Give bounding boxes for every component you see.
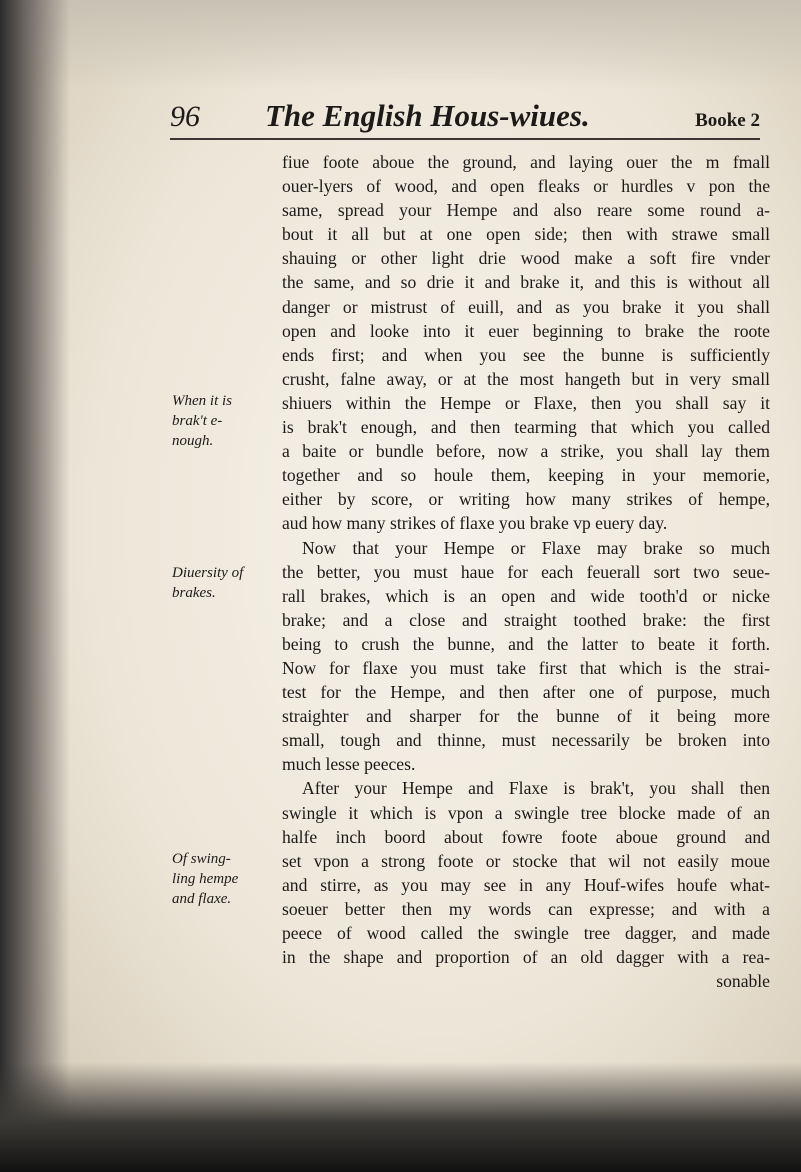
text-line: the same, and so drie it and brake it, and this is without all: [282, 272, 770, 293]
text-line: crusht, falne away, or at the most hangeth but in very small: [282, 368, 770, 389]
text-line: halfe inch boord about fowre foote aboue ground and: [282, 826, 770, 847]
text-line: swingle it which is vpon a swingle tree blocke made of an: [282, 802, 770, 823]
text-line: peece of wood called the swingle tree dagger, and made: [282, 923, 770, 943]
text-line: a baite or bundle before, now a strike, you shall lay them: [282, 441, 770, 462]
text-line: bout it all but at one open side; then with strawe small: [282, 224, 770, 245]
page-top-shading: [0, 0, 801, 90]
page-bottom-shadow: [0, 1062, 801, 1172]
text-line: together and so houle them, keeping in your memorie,: [282, 465, 770, 486]
text-line: open and looke into it euer beginning to brake the roote: [282, 320, 770, 341]
text-line: danger or mistrust of euill, and as you brake it you shall: [282, 296, 770, 317]
text-line: much lesse peeces.: [282, 754, 416, 775]
margin-note-diuersity: [172, 563, 243, 603]
text-line: same, spread your Hempe and also reare some round a-: [282, 200, 770, 221]
text-line: soeuer better then my words can expresse; and with a: [282, 898, 770, 919]
text-line: fiue foote aboue the ground, and laying ouer the m fmall: [282, 152, 770, 172]
text-line: Now for flaxe you must take first that which is the strai-: [282, 657, 770, 678]
running-title: The English Hous-wiues.: [265, 98, 590, 133]
text-line: shiuers within the Hempe or Flaxe, then you shall say it: [282, 392, 770, 413]
text-line: test for the Hempe, and then after one of purpose, much: [282, 682, 770, 703]
text-line: shauing or other light drie wood make a soft fire vnder: [282, 248, 770, 269]
margin-note-line: brakes.: [172, 585, 216, 601]
text-line: set vpon a strong foote or stocke that wil not easily moue: [282, 850, 770, 871]
text-line: aud how many strikes of flaxe you brake vp euery day.: [282, 513, 668, 534]
text-line: Now that your Hempe or Flaxe may brake so much: [302, 537, 770, 558]
margin-note-line: Of swing-: [172, 851, 231, 867]
text-line: straighter and sharper for the bunne of it being more: [282, 706, 770, 727]
text-line: ends first; and when you see the bunne is sufficiently: [282, 344, 770, 365]
text-line: either by score, or writing how many strikes of hempe,: [282, 489, 770, 510]
text-line: being to crush the bunne, and the latter to beate it forth.: [282, 633, 770, 654]
book-label: Booke 2: [695, 110, 760, 131]
margin-note-line: brak't e-: [172, 413, 223, 429]
body-text: [282, 150, 770, 993]
text-line: brake; and a close and straight toothed brake: the first: [282, 609, 770, 630]
text-line: ouer-lyers of wood, and open fleaks or hurdles v pon the: [282, 176, 770, 197]
text-line: After your Hempe and Flaxe is brak't, you shall then: [302, 778, 770, 799]
text-line: in the shape and proportion of an old dagger with a rea-: [282, 947, 770, 968]
margin-note-line: and flaxe.: [172, 891, 232, 907]
page-number: 96: [170, 100, 200, 133]
margin-note-line: When it is: [172, 393, 232, 409]
binding-gutter-shadow: [0, 0, 70, 1172]
margin-note-swingling: [172, 849, 238, 909]
margin-note-when-enough: [172, 391, 232, 451]
catchword: sonable: [716, 971, 770, 992]
text-line: small, tough and thinne, must necessarily be broken into: [282, 730, 770, 751]
margin-note-line: ling hempe: [172, 871, 239, 887]
text-line: rall brakes, which is an open and wide tooth'd or nicke: [282, 585, 770, 606]
text-line: is brak't enough, and then tearming that which you called: [282, 417, 770, 438]
header-rule: [170, 138, 760, 140]
text-line: and stirre, as you may see in any Houf-wifes houfe what-: [282, 874, 770, 895]
margin-note-line: nough.: [172, 433, 214, 449]
text-line: the better, you must haue for each feuerall sort two seue-: [282, 561, 770, 582]
margin-note-line: Diuersity of: [172, 565, 244, 581]
